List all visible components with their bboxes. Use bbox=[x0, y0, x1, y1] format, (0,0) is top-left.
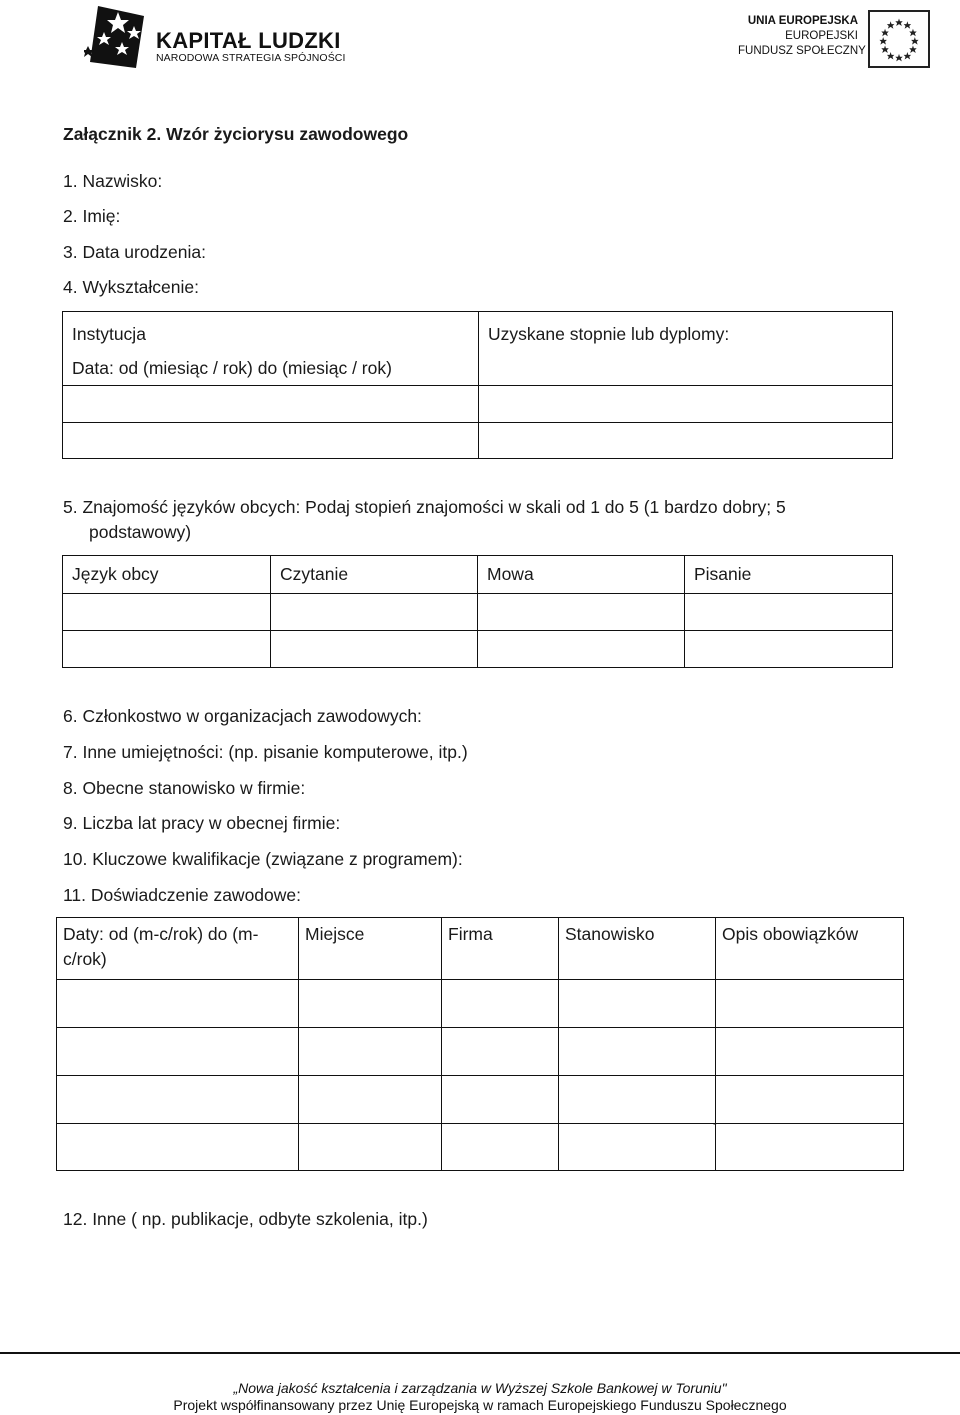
field-surname-label: 1. Nazwisko: bbox=[63, 171, 163, 191]
kapital-ludzki-title: KAPITAŁ LUDZKI bbox=[156, 28, 341, 53]
education-cell[interactable] bbox=[479, 386, 893, 423]
education-cell[interactable] bbox=[63, 386, 479, 423]
footer-cofinancing-note: Projekt współfinansowany przez Unię Europejską w ramach Europejskiego Funduszu Społecznego bbox=[173, 1397, 787, 1413]
language-table bbox=[62, 555, 893, 668]
experience-header-position: Stanowisko bbox=[559, 918, 716, 980]
education-table bbox=[62, 311, 893, 459]
education-header-dates-label: Data: od (miesiąc / rok) do (miesiąc / rok) bbox=[72, 358, 392, 378]
experience-header-dates: Daty: od (m-c/rok) do (m-c/rok) bbox=[57, 918, 299, 980]
language-cell[interactable] bbox=[271, 594, 478, 631]
item-years-in-company: 9. Liczba lat pracy w obecnej firmie: bbox=[63, 813, 341, 833]
item-key-qualifications: 10. Kluczowe kwalifikacje (związane z programem): bbox=[63, 849, 463, 869]
kapital-ludzki-emblem-icon bbox=[84, 2, 152, 72]
language-cell[interactable] bbox=[685, 631, 893, 668]
education-cell[interactable] bbox=[63, 423, 479, 459]
experience-table bbox=[56, 917, 904, 1171]
language-header-speaking: Mowa bbox=[478, 556, 685, 594]
experience-cell[interactable] bbox=[559, 1076, 716, 1124]
experience-cell[interactable] bbox=[716, 1028, 904, 1076]
experience-cell[interactable] bbox=[716, 1076, 904, 1124]
kapital-ludzki-subtitle: NARODOWA STRATEGIA SPÓJNOŚCI bbox=[156, 52, 346, 64]
footer-divider bbox=[0, 1352, 960, 1354]
language-cell[interactable] bbox=[478, 631, 685, 668]
experience-cell[interactable] bbox=[57, 980, 299, 1028]
experience-cell[interactable] bbox=[442, 980, 559, 1028]
item-work-experience: 11. Doświadczenie zawodowe: bbox=[63, 885, 302, 905]
experience-cell[interactable] bbox=[442, 1076, 559, 1124]
eu-line3: FUNDUSZ SPOŁECZNY bbox=[738, 45, 866, 57]
experience-stray-mark: - bbox=[713, 1118, 717, 1130]
experience-cell[interactable] bbox=[716, 980, 904, 1028]
eu-logo-text bbox=[738, 14, 866, 59]
eu-line2: EUROPEJSKI bbox=[785, 30, 858, 42]
experience-cell[interactable] bbox=[442, 1028, 559, 1076]
field-education-label: 4. Wykształcenie: bbox=[63, 277, 200, 297]
language-cell[interactable] bbox=[271, 631, 478, 668]
experience-cell[interactable] bbox=[57, 1028, 299, 1076]
footer-project-title: „Nowa jakość kształcenia i zarządzania w Wyższej Szkole Bankowej w Toruniu" bbox=[233, 1380, 727, 1396]
education-header-degrees: Uzyskane stopnie lub dyplomy: bbox=[479, 312, 893, 386]
experience-cell[interactable] bbox=[559, 1124, 716, 1171]
experience-header-company: Firma bbox=[442, 918, 559, 980]
document-title: Załącznik 2. Wzór życiorysu zawodowego bbox=[63, 124, 409, 144]
eu-line1: UNIA EUROPEJSKA bbox=[747, 15, 858, 27]
education-cell[interactable] bbox=[479, 423, 893, 459]
language-header-reading: Czytanie bbox=[271, 556, 478, 594]
experience-cell[interactable] bbox=[299, 1124, 442, 1171]
kapital-ludzki-logo bbox=[84, 0, 346, 74]
section12-other: 12. Inne ( np. publikacje, odbyte szkolenia, itp.) bbox=[63, 1209, 428, 1229]
field-birthdate-label: 3. Data urodzenia: bbox=[63, 242, 207, 262]
language-cell[interactable] bbox=[685, 594, 893, 631]
experience-header-place: Miejsce bbox=[299, 918, 442, 980]
item-current-position: 8. Obecne stanowisko w firmie: bbox=[63, 778, 306, 798]
item-memberships: 6. Członkostwo w organizacjach zawodowych: bbox=[63, 706, 422, 726]
field-firstname-label: 2. Imię: bbox=[63, 206, 121, 226]
experience-cell[interactable] bbox=[442, 1124, 559, 1171]
experience-cell[interactable] bbox=[299, 1076, 442, 1124]
language-header-language: Język obcy bbox=[63, 556, 271, 594]
section5-line2: podstawowy) bbox=[89, 522, 192, 542]
experience-cell[interactable] bbox=[559, 980, 716, 1028]
experience-cell[interactable] bbox=[57, 1076, 299, 1124]
experience-cell[interactable] bbox=[713, 1118, 904, 1171]
experience-header-duties: Opis obowiązków bbox=[716, 918, 904, 980]
experience-cell[interactable] bbox=[299, 1028, 442, 1076]
eu-flag-icon bbox=[868, 10, 930, 68]
experience-cell[interactable] bbox=[559, 1028, 716, 1076]
language-cell[interactable] bbox=[478, 594, 685, 631]
eu-logo bbox=[738, 10, 960, 72]
language-header-writing: Pisanie bbox=[685, 556, 893, 594]
experience-cell[interactable] bbox=[57, 1124, 299, 1171]
education-header-institution bbox=[63, 312, 479, 386]
language-cell[interactable] bbox=[63, 594, 271, 631]
experience-cell[interactable] bbox=[299, 980, 442, 1028]
section5-line1: 5. Znajomość języków obcych: Podaj stopień znajomości w skali od 1 do 5 (1 bardzo dobry; 5 bbox=[63, 497, 786, 517]
education-header-institution-label: Instytucja bbox=[72, 324, 146, 344]
item-other-skills: 7. Inne umiejętności: (np. pisanie komputerowe, itp.) bbox=[63, 742, 468, 762]
language-cell[interactable] bbox=[63, 631, 271, 668]
